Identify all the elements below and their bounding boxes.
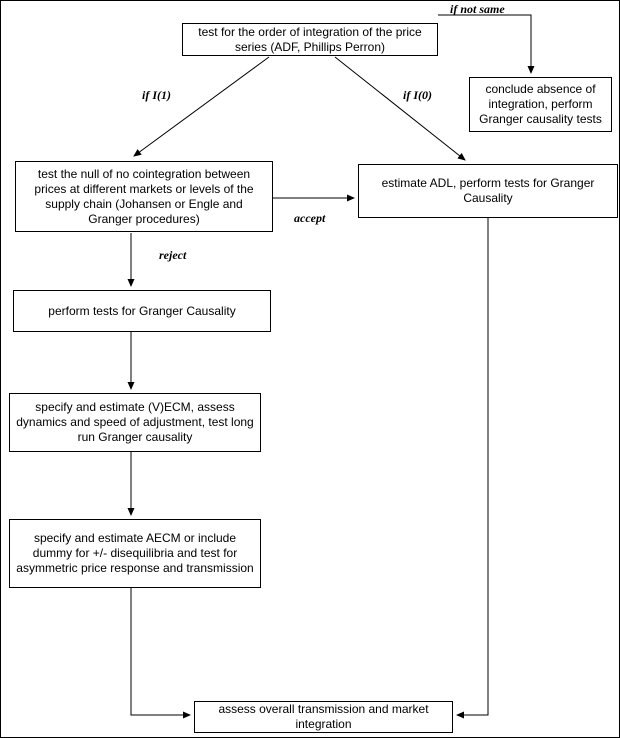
- edge-label-accept: accept: [294, 211, 326, 225]
- node-granger-causality-tests: perform tests for Granger Causality: [13, 290, 271, 332]
- edge-label-if-i1: if I(1): [142, 88, 171, 102]
- arrow-aecm-to-assess: [131, 588, 190, 715]
- arrow-adl-to-assess: [457, 218, 488, 715]
- edge-label-reject: reject: [159, 248, 187, 262]
- node-assess-transmission: assess overall transmission and market integration: [194, 701, 453, 733]
- node-conclude-absence: conclude absence of integration, perform Granger causality tests: [469, 77, 612, 132]
- arrow-if-not-same: [438, 15, 531, 73]
- node-test-no-cointegration: test the null of no cointegration between prices at different markets or levels of the supply chain (Johansen or Engle and Granger procedures): [15, 161, 273, 232]
- node-specify-vecm: specify and estimate (V)ECM, assess dynamics and speed of adjustment, test long run Granger causality: [9, 393, 261, 452]
- arrow-if-i0: [335, 57, 465, 160]
- edge-label-if-i0: if I(0): [403, 88, 432, 102]
- arrow-if-i1: [134, 57, 269, 156]
- node-test-integration-order: test for the order of integration of the price series (ADF, Phillips Perron): [182, 23, 438, 56]
- node-estimate-adl: estimate ADL, perform tests for Granger Causality: [358, 164, 618, 218]
- edge-label-if-not-same: if not same: [450, 2, 505, 16]
- node-specify-aecm: specify and estimate AECM or include dummy for +/- disequilibria and test for asymmetric price response and transmission: [9, 519, 261, 588]
